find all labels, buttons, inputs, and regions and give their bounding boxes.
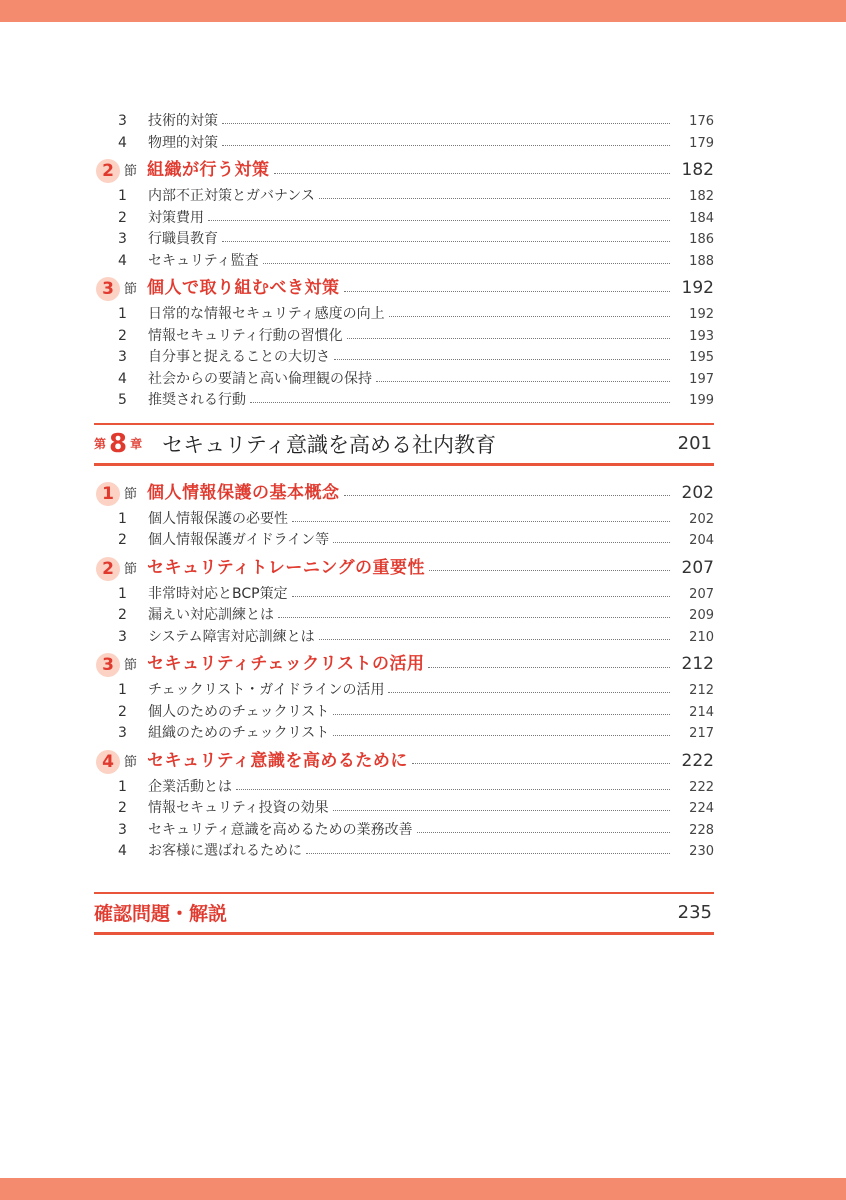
item-number: 2 [118,209,127,226]
dot-leader [344,291,670,292]
toc-item-entry[interactable] [94,207,714,229]
item-title: お客様に選ばれるために [148,843,302,859]
section-number-badge: 1 [96,482,120,506]
table-of-contents [94,110,714,935]
item-number: 5 [118,392,127,408]
dot-leader [274,173,670,174]
dot-leader [292,596,670,597]
toc-item-entry[interactable] [94,389,714,411]
dot-leader [333,714,670,715]
toc-section-entry[interactable] [94,273,714,303]
item-title: 組織のためのチェックリスト [148,725,330,741]
item-title: 個人のためのチェックリスト [148,703,330,720]
item-number: 3 [118,113,127,129]
toc-item-entry[interactable] [94,679,714,701]
chapter-suffix: 章 [130,437,143,451]
section-page-number: 182 [681,160,714,180]
item-page-number: 209 [689,608,714,623]
item-number: 1 [118,510,127,527]
item-title: 個人情報保護の必要性 [148,510,288,527]
item-page-number: 230 [689,844,714,859]
toc-item-entry[interactable] [94,132,714,154]
item-number: 1 [118,682,127,698]
toc-item-entry[interactable] [94,368,714,390]
item-page-number: 202 [689,511,714,527]
dot-leader [388,692,670,693]
item-page-number: 179 [689,135,714,151]
toc-group-chapter-7-tail [94,110,714,411]
dot-leader [376,381,670,382]
item-title: セキュリティ意識を高めるための業務改善 [148,821,413,838]
toc-item-entry[interactable] [94,797,714,819]
item-page-number: 188 [689,253,714,269]
item-title: 推奨される行動 [148,392,246,408]
item-number: 3 [118,231,127,247]
item-title: 日常的な情報セキュリティ感度の向上 [148,306,385,322]
chapter-page: 201 [677,433,712,454]
toc-section-entry[interactable] [94,649,714,679]
toc-item-entry[interactable] [94,303,714,325]
item-page-number: 224 [689,801,714,816]
review-title: 確認問題・解説 [94,903,228,925]
chapter-number: 8 [109,428,128,459]
item-page-number: 207 [689,586,714,602]
top-color-band [0,0,846,22]
section-number-badge: 3 [96,277,120,301]
dot-leader [428,667,670,668]
item-title: 漏えい対応訓練とは [148,607,274,623]
item-title: 物理的対策 [148,134,218,151]
dot-leader [333,810,670,811]
bottom-color-band [0,1178,846,1200]
dot-leader [417,832,670,833]
item-number: 2 [118,703,127,720]
toc-item-entry[interactable] [94,840,714,862]
dot-leader [292,521,670,522]
item-page-number: 195 [689,350,714,365]
section-number-badge: 2 [96,159,120,183]
item-page-number: 197 [689,371,714,387]
section-number-badge: 4 [96,750,120,774]
item-title: 企業活動とは [148,778,232,795]
item-page-number: 228 [689,822,714,838]
item-page-number: 217 [689,726,714,741]
section-label: 節 [124,658,138,673]
dot-leader [347,338,670,339]
toc-section-entry[interactable] [94,553,714,583]
section-number-badge: 2 [96,557,120,581]
section-page-number: 192 [681,278,714,298]
item-number: 4 [118,843,127,859]
item-page-number: 193 [689,328,714,344]
item-number: 3 [118,821,127,838]
dot-leader [344,495,670,496]
review-page: 235 [677,902,712,923]
item-page-number: 199 [689,393,714,408]
item-number: 1 [118,188,127,204]
toc-item-entry[interactable] [94,776,714,798]
item-number: 3 [118,628,127,645]
review-heading[interactable] [94,892,714,935]
item-number: 2 [118,607,127,623]
section-title: 個人で取り組むべき対策 [147,278,340,298]
dot-leader [389,316,670,317]
section-label: 節 [124,561,138,577]
dot-leader [236,789,670,790]
item-title: 情報セキュリティ行動の習慣化 [148,327,343,344]
toc-section-entry[interactable] [94,478,714,508]
item-page-number: 176 [689,114,714,129]
dot-leader [333,735,670,736]
item-title: 行職員教育 [148,231,218,247]
chapter-title: セキュリティ意識を高める社内教育 [162,432,497,457]
dot-leader [306,853,670,854]
item-page-number: 212 [689,683,714,698]
section-label: 節 [124,486,138,502]
dot-leader [263,263,670,264]
dot-leader [222,145,670,146]
toc-item-entry[interactable] [94,325,714,347]
dot-leader [278,617,670,618]
toc-item-entry[interactable] [94,508,714,530]
item-title: 情報セキュリティ投資の効果 [148,800,329,816]
toc-item-entry[interactable] [94,228,714,250]
dot-leader [250,402,670,403]
toc-item-entry[interactable] [94,819,714,841]
item-page-number: 214 [689,704,714,720]
item-page-number: 182 [689,189,714,204]
toc-item-entry[interactable] [94,110,714,132]
toc-item-entry[interactable] [94,346,714,368]
item-title: システム障害対応訓練とは [148,628,315,645]
toc-item-entry[interactable] [94,604,714,626]
section-title: セキュリティチェックリストの活用 [147,654,425,674]
item-title: 個人情報保護ガイドライン等 [148,532,330,548]
item-number: 2 [118,800,127,816]
section-number-badge: 3 [96,653,120,677]
section-title: 個人情報保護の基本概念 [147,482,340,503]
section-label: 節 [124,754,138,770]
dot-leader [222,123,670,124]
item-title: 内部不正対策とガバナンス [148,188,315,204]
item-number: 1 [118,585,127,602]
toc-item-entry[interactable] [94,250,714,272]
dot-leader [334,359,670,360]
toc-item-entry[interactable] [94,701,714,723]
item-title: セキュリティ監査 [148,252,259,269]
item-title: 非常時対応とBCP策定 [148,585,288,602]
toc-group-chapter-8 [94,478,714,862]
item-title: 対策費用 [148,209,204,226]
item-number: 4 [118,252,127,269]
toc-item-entry[interactable] [94,185,714,207]
item-number: 1 [118,306,127,322]
item-number: 2 [118,327,127,344]
dot-leader [208,220,670,221]
dot-leader [319,198,670,199]
toc-item-entry[interactable] [94,583,714,605]
toc-item-entry[interactable] [94,529,714,551]
section-page-number: 222 [681,750,714,771]
chapter-heading[interactable] [94,423,714,466]
section-page-number: 212 [681,654,714,674]
toc-section-entry[interactable] [94,746,714,776]
item-title: 自分事と捉えることの大切さ [148,349,330,365]
item-number: 3 [118,349,127,365]
item-page-number: 192 [689,307,714,322]
chapter-prefix: 第 [94,437,107,451]
toc-item-entry[interactable] [94,626,714,648]
item-page-number: 222 [689,779,714,795]
dot-leader [429,570,670,571]
item-number: 4 [118,134,127,151]
item-title: 社会からの要請と高い倫理観の保持 [148,370,372,387]
item-title: チェックリスト・ガイドラインの活用 [148,682,385,698]
item-title: 技術的対策 [148,113,218,129]
item-number: 2 [118,532,127,548]
section-title: セキュリティ意識を高めるために [147,750,408,771]
section-title: 組織が行う対策 [147,160,270,180]
item-number: 1 [118,778,127,795]
dot-leader [412,763,670,764]
item-page-number: 204 [689,533,714,548]
item-number: 3 [118,725,127,741]
toc-section-entry[interactable] [94,155,714,185]
section-page-number: 207 [681,557,714,578]
dot-leader [333,542,670,543]
section-page-number: 202 [681,482,714,503]
section-label: 節 [124,164,138,179]
dot-leader [222,241,670,242]
dot-leader [319,639,670,640]
toc-item-entry[interactable] [94,722,714,744]
item-page-number: 210 [689,629,714,645]
item-number: 4 [118,370,127,387]
section-title: セキュリティトレーニングの重要性 [147,557,425,578]
item-page-number: 184 [689,210,714,226]
section-label: 節 [124,282,138,297]
item-page-number: 186 [689,232,714,247]
